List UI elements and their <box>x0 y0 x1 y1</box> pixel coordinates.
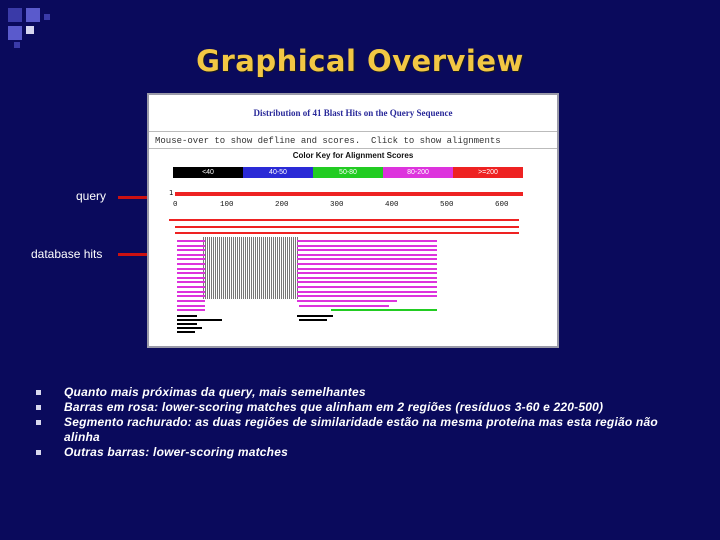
hit-bar[interactable] <box>177 245 205 247</box>
hit-bar[interactable] <box>299 305 389 307</box>
list-item: Outras barras: lower-scoring matches <box>36 445 696 460</box>
hit-bar[interactable] <box>177 295 205 297</box>
hit-bar[interactable] <box>177 268 205 270</box>
hit-bar[interactable] <box>177 331 195 333</box>
hit-bar[interactable] <box>177 254 205 256</box>
hit-bar[interactable] <box>297 245 437 247</box>
hit-bar[interactable] <box>297 249 437 251</box>
hit-bar[interactable] <box>297 281 437 283</box>
separator <box>149 131 557 132</box>
list-item: Quanto mais próximas da query, mais semelhantes <box>36 385 696 400</box>
hit-bar[interactable] <box>297 254 437 256</box>
hit-bar[interactable] <box>177 315 197 317</box>
list-item: Segmento rachurado: as duas regiões de similaridade estão na mesma proteína mas esta região não alinha <box>36 415 696 445</box>
color-key-box: 40-50 <box>243 167 313 178</box>
color-key-box: >=200 <box>453 167 523 178</box>
axis-tick-label: 600 <box>495 201 509 209</box>
hit-bar[interactable] <box>331 309 437 311</box>
hit-bar[interactable] <box>177 272 205 274</box>
hit-bar[interactable] <box>297 286 437 288</box>
hit-bar[interactable] <box>177 327 202 329</box>
hit-bar[interactable] <box>297 240 437 242</box>
hit-bar[interactable] <box>177 323 197 325</box>
axis-tick-label: 300 <box>330 201 344 209</box>
color-key-box: 80-200 <box>383 167 453 178</box>
query-bar[interactable] <box>175 192 523 196</box>
axis-tick-label: 100 <box>220 201 234 209</box>
square-bullet-icon <box>36 390 41 395</box>
hit-bar[interactable] <box>177 291 205 293</box>
hit-bar[interactable] <box>175 226 519 228</box>
slide-title: Graphical Overview <box>196 44 524 78</box>
hit-bar[interactable] <box>177 249 205 251</box>
blast-title: Distribution of 41 Blast Hits on the Query Sequence <box>253 108 453 118</box>
square-bullet-icon <box>36 450 41 455</box>
hit-bar[interactable] <box>297 315 333 317</box>
bullet-list <box>36 385 696 460</box>
axis-tick-label: 0 <box>173 201 178 209</box>
hit-bar[interactable] <box>297 263 437 265</box>
query-arrow <box>118 196 150 199</box>
hit-bar[interactable] <box>177 263 205 265</box>
hit-bar[interactable] <box>297 272 437 274</box>
hit-bar[interactable] <box>175 232 519 234</box>
hit-bar[interactable] <box>177 240 205 242</box>
axis-tick-label: 200 <box>275 201 289 209</box>
hit-bar[interactable] <box>177 277 205 279</box>
hit-bar[interactable] <box>297 268 437 270</box>
hit-bar[interactable] <box>297 277 437 279</box>
mouse-over-instructions: Mouse-over to show defline and scores. Click to show alignments <box>155 136 501 146</box>
blast-overview-panel <box>147 93 559 348</box>
color-key-title: Color Key for Alignment Scores <box>292 151 414 160</box>
hit-bar[interactable] <box>297 300 397 302</box>
axis-tick-label: 400 <box>385 201 399 209</box>
list-item: Barras em rosa: lower-scoring matches que alinham em 2 regiões (resíduos 3-60 e 220-500) <box>36 400 696 415</box>
hit-bar[interactable] <box>169 219 519 221</box>
color-key-box: <40 <box>173 167 243 178</box>
color-key-box: 50-80 <box>313 167 383 178</box>
axis-tick-label: 500 <box>440 201 454 209</box>
hit-bar[interactable] <box>177 286 205 288</box>
square-bullet-icon <box>36 405 41 410</box>
hit-bar[interactable] <box>177 300 205 302</box>
hit-bar[interactable] <box>299 319 327 321</box>
database-hits-label: database hits <box>31 247 103 261</box>
hit-bar[interactable] <box>177 319 222 321</box>
square-bullet-icon <box>36 420 41 425</box>
hit-bar[interactable] <box>177 309 205 311</box>
query-label: query <box>76 189 107 203</box>
hit-bar[interactable] <box>297 295 437 297</box>
hit-bar[interactable] <box>177 258 205 260</box>
separator <box>149 148 557 149</box>
hit-bar[interactable] <box>177 281 205 283</box>
hit-bar[interactable] <box>297 291 437 293</box>
hit-bar[interactable] <box>297 258 437 260</box>
query-start-label: 1 <box>169 189 174 197</box>
hit-bar[interactable] <box>177 305 205 307</box>
hatched-region <box>203 237 298 299</box>
